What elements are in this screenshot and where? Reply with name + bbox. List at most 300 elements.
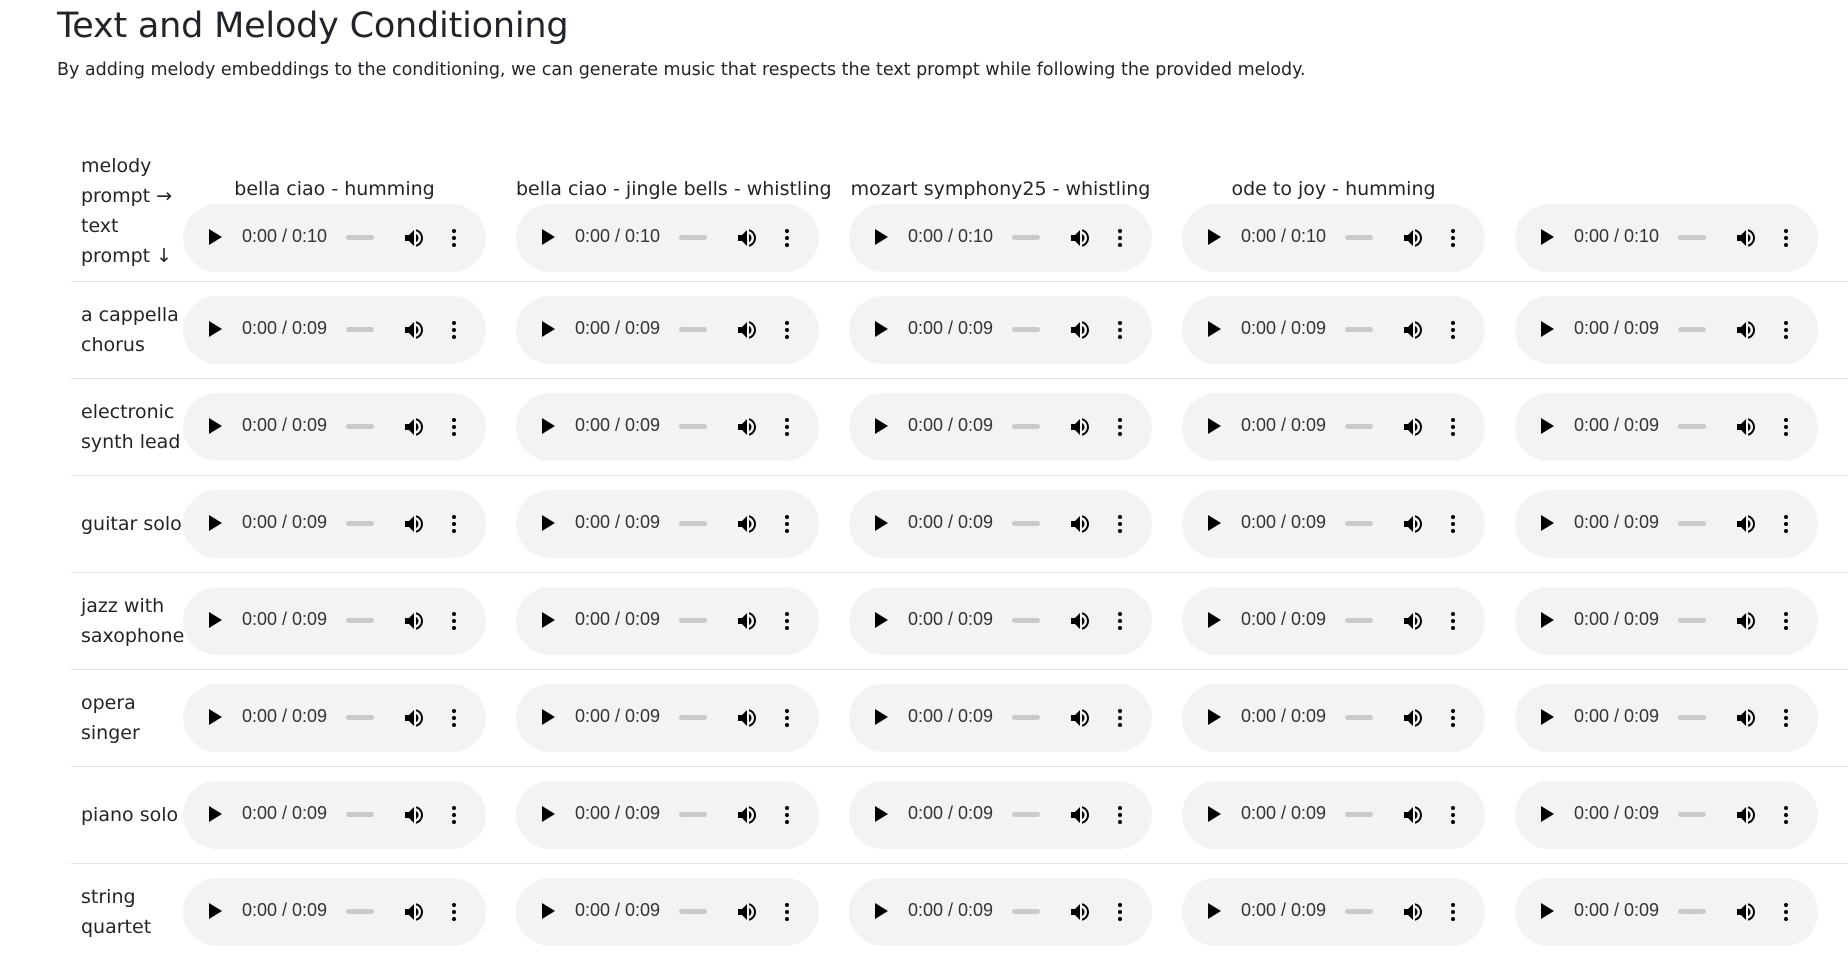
sample-cell xyxy=(183,781,516,849)
volume-icon[interactable] xyxy=(735,609,759,633)
audio-player[interactable] xyxy=(1515,684,1818,752)
audio-player[interactable] xyxy=(516,781,819,849)
sample-cell xyxy=(516,587,849,655)
play-icon[interactable] xyxy=(875,418,888,434)
more-options-icon[interactable] xyxy=(1774,609,1798,633)
text-prompt-label: a cappella chorus xyxy=(71,300,183,360)
sample-cell xyxy=(516,781,849,849)
audio-player[interactable] xyxy=(516,296,819,364)
seek-slider[interactable] xyxy=(1345,812,1373,817)
seek-slider[interactable] xyxy=(1678,812,1706,817)
play-icon[interactable] xyxy=(1208,229,1221,245)
more-options-icon[interactable] xyxy=(1774,512,1798,536)
volume-icon[interactable] xyxy=(735,803,759,827)
sample-cell xyxy=(183,296,516,364)
sample-cell xyxy=(1182,393,1515,461)
sample-cell xyxy=(516,393,849,461)
volume-icon[interactable] xyxy=(1734,900,1758,924)
volume-icon[interactable] xyxy=(1401,803,1425,827)
more-options-icon[interactable] xyxy=(1108,803,1132,827)
seek-slider[interactable] xyxy=(1012,521,1040,526)
play-icon[interactable] xyxy=(209,612,222,628)
audio-time: 0:00 / 0:09 xyxy=(242,512,327,533)
melody-column-header xyxy=(1182,150,1515,272)
sample-cell xyxy=(1515,587,1848,655)
volume-icon[interactable] xyxy=(1401,900,1425,924)
play-icon[interactable] xyxy=(542,515,555,531)
audio-time: 0:00 / 0:09 xyxy=(1574,415,1659,436)
more-options-icon[interactable] xyxy=(1774,226,1798,250)
play-icon[interactable] xyxy=(209,321,222,337)
more-options-icon[interactable] xyxy=(1774,318,1798,342)
audio-player[interactable] xyxy=(1182,490,1485,558)
sample-cell xyxy=(849,781,1182,849)
play-icon[interactable] xyxy=(875,709,888,725)
seek-slider[interactable] xyxy=(1345,618,1373,623)
volume-icon[interactable] xyxy=(1068,706,1092,730)
sample-cell xyxy=(1515,490,1848,558)
audio-time: 0:00 / 0:09 xyxy=(575,415,660,436)
table-row xyxy=(71,379,1848,476)
play-icon[interactable] xyxy=(209,418,222,434)
volume-icon[interactable] xyxy=(1401,226,1425,250)
seek-slider[interactable] xyxy=(1678,235,1706,240)
audio-player[interactable] xyxy=(183,684,486,752)
seek-slider[interactable] xyxy=(679,235,707,240)
samples-table xyxy=(71,140,1848,960)
table-row xyxy=(71,573,1848,670)
audio-player[interactable] xyxy=(1182,296,1485,364)
seek-slider[interactable] xyxy=(1012,909,1040,914)
audio-time: 0:00 / 0:09 xyxy=(908,415,993,436)
more-options-icon[interactable] xyxy=(442,226,466,250)
audio-time: 0:00 / 0:09 xyxy=(1574,900,1659,921)
play-icon[interactable] xyxy=(209,709,222,725)
page-title: Text and Melody Conditioning xyxy=(57,6,568,46)
seek-slider[interactable] xyxy=(346,812,374,817)
sample-cell xyxy=(516,878,849,946)
audio-time: 0:00 / 0:09 xyxy=(1241,803,1326,824)
seek-slider[interactable] xyxy=(679,618,707,623)
sample-cell xyxy=(1182,684,1515,752)
table-row xyxy=(71,476,1848,573)
audio-time: 0:00 / 0:09 xyxy=(1241,900,1326,921)
audio-time: 0:00 / 0:09 xyxy=(575,900,660,921)
volume-icon[interactable] xyxy=(1734,318,1758,342)
more-options-icon[interactable] xyxy=(442,706,466,730)
melody-name: ode to joy - humming xyxy=(1182,178,1485,200)
volume-icon[interactable] xyxy=(1068,415,1092,439)
more-options-icon[interactable] xyxy=(1108,318,1132,342)
volume-icon[interactable] xyxy=(1401,609,1425,633)
sample-cell xyxy=(1182,587,1515,655)
volume-icon[interactable] xyxy=(1734,706,1758,730)
volume-icon[interactable] xyxy=(402,512,426,536)
audio-time: 0:00 / 0:09 xyxy=(908,900,993,921)
text-prompt-label: electronic synth lead xyxy=(71,397,183,457)
play-icon[interactable] xyxy=(1541,229,1554,245)
audio-player[interactable] xyxy=(516,393,819,461)
audio-time: 0:00 / 0:09 xyxy=(242,415,327,436)
volume-icon[interactable] xyxy=(1734,226,1758,250)
seek-slider[interactable] xyxy=(679,909,707,914)
audio-player[interactable] xyxy=(849,204,1152,272)
play-icon[interactable] xyxy=(1541,806,1554,822)
audio-time: 0:00 / 0:09 xyxy=(242,318,327,339)
play-icon[interactable] xyxy=(875,321,888,337)
section-description: By adding melody embeddings to the conditioning, we can generate music that respects the text prompt while following the provided melody. xyxy=(57,60,1306,80)
volume-icon[interactable] xyxy=(1401,318,1425,342)
more-options-icon[interactable] xyxy=(1108,512,1132,536)
audio-player[interactable] xyxy=(183,878,486,946)
more-options-icon[interactable] xyxy=(775,318,799,342)
play-icon[interactable] xyxy=(1208,515,1221,531)
audio-player[interactable] xyxy=(849,684,1152,752)
audio-time: 0:00 / 0:09 xyxy=(908,318,993,339)
audio-player[interactable] xyxy=(849,490,1152,558)
audio-time: 0:00 / 0:09 xyxy=(1574,706,1659,727)
table-row xyxy=(71,864,1848,960)
volume-icon[interactable] xyxy=(1401,415,1425,439)
more-options-icon[interactable] xyxy=(775,706,799,730)
play-icon[interactable] xyxy=(875,612,888,628)
volume-icon[interactable] xyxy=(1734,512,1758,536)
audio-player[interactable] xyxy=(1515,204,1818,272)
audio-time: 0:00 / 0:09 xyxy=(908,803,993,824)
audio-time: 0:00 / 0:09 xyxy=(908,706,993,727)
volume-icon[interactable] xyxy=(1068,318,1092,342)
play-icon[interactable] xyxy=(1541,321,1554,337)
sample-cell xyxy=(1182,878,1515,946)
audio-player[interactable] xyxy=(183,393,486,461)
sample-cell xyxy=(1182,781,1515,849)
play-icon[interactable] xyxy=(542,612,555,628)
play-icon[interactable] xyxy=(1208,612,1221,628)
seek-slider[interactable] xyxy=(1012,424,1040,429)
audio-player[interactable] xyxy=(1182,684,1485,752)
more-options-icon[interactable] xyxy=(1441,900,1465,924)
melody-column-header xyxy=(1515,150,1848,272)
sample-cell xyxy=(1515,781,1848,849)
volume-icon[interactable] xyxy=(735,415,759,439)
more-options-icon[interactable] xyxy=(442,415,466,439)
volume-icon[interactable] xyxy=(1734,803,1758,827)
text-prompt-label: piano solo xyxy=(71,800,183,830)
play-icon[interactable] xyxy=(542,709,555,725)
sample-cell xyxy=(1515,684,1848,752)
audio-player[interactable] xyxy=(1515,393,1818,461)
seek-slider[interactable] xyxy=(346,715,374,720)
play-icon[interactable] xyxy=(875,903,888,919)
seek-slider[interactable] xyxy=(1345,327,1373,332)
seek-slider[interactable] xyxy=(1012,812,1040,817)
seek-slider[interactable] xyxy=(679,715,707,720)
corner-label: melody prompt → text prompt ↓ xyxy=(71,151,183,271)
more-options-icon[interactable] xyxy=(775,415,799,439)
sample-cell xyxy=(1515,296,1848,364)
play-icon[interactable] xyxy=(209,903,222,919)
audio-time: 0:00 / 0:09 xyxy=(1574,512,1659,533)
play-icon[interactable] xyxy=(542,229,555,245)
audio-player[interactable] xyxy=(183,781,486,849)
seek-slider[interactable] xyxy=(1012,235,1040,240)
play-icon[interactable] xyxy=(1541,709,1554,725)
table-row xyxy=(71,670,1848,767)
seek-slider[interactable] xyxy=(679,424,707,429)
seek-slider[interactable] xyxy=(1012,715,1040,720)
seek-slider[interactable] xyxy=(1678,521,1706,526)
sample-cell xyxy=(1182,296,1515,364)
audio-time: 0:00 / 0:09 xyxy=(575,803,660,824)
audio-player[interactable] xyxy=(1182,587,1485,655)
volume-icon[interactable] xyxy=(402,226,426,250)
samples-table-container[interactable] xyxy=(71,140,1584,940)
audio-player[interactable] xyxy=(516,684,819,752)
audio-player[interactable] xyxy=(516,204,819,272)
more-options-icon[interactable] xyxy=(1441,803,1465,827)
text-prompt-label: jazz with saxophone xyxy=(71,591,183,651)
audio-time: 0:00 / 0:09 xyxy=(908,512,993,533)
more-options-icon[interactable] xyxy=(1441,226,1465,250)
sample-cell xyxy=(849,490,1182,558)
more-options-icon[interactable] xyxy=(1441,415,1465,439)
volume-icon[interactable] xyxy=(402,706,426,730)
seek-slider[interactable] xyxy=(1678,715,1706,720)
more-options-icon[interactable] xyxy=(1774,706,1798,730)
more-options-icon[interactable] xyxy=(1108,900,1132,924)
volume-icon[interactable] xyxy=(1734,609,1758,633)
seek-slider[interactable] xyxy=(1012,327,1040,332)
sample-cell xyxy=(183,587,516,655)
audio-player[interactable] xyxy=(1515,878,1818,946)
seek-slider[interactable] xyxy=(1678,618,1706,623)
audio-player[interactable] xyxy=(183,490,486,558)
audio-time: 0:00 / 0:09 xyxy=(1574,609,1659,630)
volume-icon[interactable] xyxy=(735,900,759,924)
more-options-icon[interactable] xyxy=(1441,512,1465,536)
seek-slider[interactable] xyxy=(1345,521,1373,526)
audio-player[interactable] xyxy=(183,587,486,655)
volume-icon[interactable] xyxy=(402,900,426,924)
seek-slider[interactable] xyxy=(1012,618,1040,623)
sample-cell xyxy=(183,393,516,461)
audio-time: 0:00 / 0:09 xyxy=(908,609,993,630)
audio-player[interactable] xyxy=(516,878,819,946)
table-row xyxy=(71,767,1848,864)
sample-cell xyxy=(1515,878,1848,946)
sample-cell xyxy=(849,684,1182,752)
volume-icon[interactable] xyxy=(735,318,759,342)
play-icon[interactable] xyxy=(1541,418,1554,434)
sample-cell xyxy=(516,490,849,558)
audio-time: 0:00 / 0:09 xyxy=(242,706,327,727)
more-options-icon[interactable] xyxy=(1774,900,1798,924)
audio-player[interactable] xyxy=(516,587,819,655)
play-icon[interactable] xyxy=(875,806,888,822)
sample-cell xyxy=(1182,490,1515,558)
more-options-icon[interactable] xyxy=(1774,415,1798,439)
seek-slider[interactable] xyxy=(1678,909,1706,914)
seek-slider[interactable] xyxy=(346,618,374,623)
play-icon[interactable] xyxy=(542,806,555,822)
audio-player[interactable] xyxy=(849,781,1152,849)
volume-icon[interactable] xyxy=(1068,900,1092,924)
seek-slider[interactable] xyxy=(679,521,707,526)
seek-slider[interactable] xyxy=(346,424,374,429)
play-icon[interactable] xyxy=(1208,321,1221,337)
volume-icon[interactable] xyxy=(1068,512,1092,536)
play-icon[interactable] xyxy=(542,903,555,919)
volume-icon[interactable] xyxy=(1401,706,1425,730)
header-row xyxy=(71,140,1848,282)
play-icon[interactable] xyxy=(542,321,555,337)
more-options-icon[interactable] xyxy=(442,803,466,827)
seek-slider[interactable] xyxy=(1345,424,1373,429)
audio-time: 0:00 / 0:09 xyxy=(242,900,327,921)
text-prompt-label: string quartet xyxy=(71,882,183,942)
sample-cell xyxy=(183,490,516,558)
audio-player[interactable] xyxy=(849,393,1152,461)
audio-time: 0:00 / 0:09 xyxy=(575,609,660,630)
play-icon[interactable] xyxy=(1541,612,1554,628)
more-options-icon[interactable] xyxy=(1108,609,1132,633)
play-icon[interactable] xyxy=(1208,709,1221,725)
seek-slider[interactable] xyxy=(1345,715,1373,720)
play-icon[interactable] xyxy=(209,515,222,531)
melody-name xyxy=(1515,178,1818,200)
audio-player[interactable] xyxy=(849,587,1152,655)
audio-player[interactable] xyxy=(1182,204,1485,272)
melody-column-header xyxy=(183,150,516,272)
sample-cell xyxy=(1515,393,1848,461)
volume-icon[interactable] xyxy=(402,415,426,439)
more-options-icon[interactable] xyxy=(442,512,466,536)
volume-icon[interactable] xyxy=(402,609,426,633)
play-icon[interactable] xyxy=(1208,806,1221,822)
more-options-icon[interactable] xyxy=(1108,706,1132,730)
audio-player[interactable] xyxy=(516,490,819,558)
seek-slider[interactable] xyxy=(1345,235,1373,240)
audio-player[interactable] xyxy=(1182,878,1485,946)
more-options-icon[interactable] xyxy=(1108,226,1132,250)
seek-slider[interactable] xyxy=(346,909,374,914)
audio-time: 0:00 / 0:09 xyxy=(1241,609,1326,630)
more-options-icon[interactable] xyxy=(442,318,466,342)
audio-time: 0:00 / 0:10 xyxy=(908,226,993,247)
melody-column-header xyxy=(849,150,1182,272)
volume-icon[interactable] xyxy=(1401,512,1425,536)
audio-time: 0:00 / 0:09 xyxy=(575,706,660,727)
more-options-icon[interactable] xyxy=(1774,803,1798,827)
play-icon[interactable] xyxy=(1208,418,1221,434)
seek-slider[interactable] xyxy=(1678,424,1706,429)
volume-icon[interactable] xyxy=(1068,609,1092,633)
more-options-icon[interactable] xyxy=(775,512,799,536)
audio-time: 0:00 / 0:09 xyxy=(575,318,660,339)
volume-icon[interactable] xyxy=(735,226,759,250)
sample-cell xyxy=(516,684,849,752)
more-options-icon[interactable] xyxy=(1441,318,1465,342)
audio-time: 0:00 / 0:09 xyxy=(1241,318,1326,339)
more-options-icon[interactable] xyxy=(442,609,466,633)
audio-player[interactable] xyxy=(1182,781,1485,849)
melody-name: bella ciao - humming xyxy=(183,178,486,200)
audio-player[interactable] xyxy=(849,296,1152,364)
seek-slider[interactable] xyxy=(679,327,707,332)
audio-player[interactable] xyxy=(183,204,486,272)
play-icon[interactable] xyxy=(209,806,222,822)
volume-icon[interactable] xyxy=(1734,415,1758,439)
more-options-icon[interactable] xyxy=(775,226,799,250)
audio-time: 0:00 / 0:10 xyxy=(1241,226,1326,247)
audio-player[interactable] xyxy=(1182,393,1485,461)
audio-time: 0:00 / 0:09 xyxy=(1241,415,1326,436)
more-options-icon[interactable] xyxy=(1441,609,1465,633)
audio-time: 0:00 / 0:09 xyxy=(1241,706,1326,727)
audio-time: 0:00 / 0:10 xyxy=(575,226,660,247)
melody-column-header xyxy=(516,150,849,272)
seek-slider[interactable] xyxy=(346,521,374,526)
audio-player[interactable] xyxy=(1515,587,1818,655)
audio-player[interactable] xyxy=(183,296,486,364)
play-icon[interactable] xyxy=(542,418,555,434)
audio-time: 0:00 / 0:09 xyxy=(242,609,327,630)
seek-slider[interactable] xyxy=(1678,327,1706,332)
melody-name: bella ciao - jingle bells - whistling xyxy=(516,178,819,200)
play-icon[interactable] xyxy=(875,229,888,245)
volume-icon[interactable] xyxy=(1068,803,1092,827)
audio-player[interactable] xyxy=(1515,781,1818,849)
seek-slider[interactable] xyxy=(346,235,374,240)
sample-cell xyxy=(183,684,516,752)
more-options-icon[interactable] xyxy=(775,609,799,633)
audio-time: 0:00 / 0:09 xyxy=(1574,318,1659,339)
sample-cell xyxy=(849,878,1182,946)
seek-slider[interactable] xyxy=(1345,909,1373,914)
more-options-icon[interactable] xyxy=(1441,706,1465,730)
sample-cell xyxy=(849,587,1182,655)
play-icon[interactable] xyxy=(209,229,222,245)
seek-slider[interactable] xyxy=(679,812,707,817)
audio-player[interactable] xyxy=(1515,296,1818,364)
melody-name: mozart symphony25 - whistling xyxy=(849,178,1152,200)
more-options-icon[interactable] xyxy=(775,900,799,924)
more-options-icon[interactable] xyxy=(775,803,799,827)
play-icon[interactable] xyxy=(1208,903,1221,919)
play-icon[interactable] xyxy=(875,515,888,531)
play-icon[interactable] xyxy=(1541,903,1554,919)
audio-time: 0:00 / 0:09 xyxy=(575,512,660,533)
audio-time: 0:00 / 0:09 xyxy=(1241,512,1326,533)
sample-cell xyxy=(516,296,849,364)
sample-cell xyxy=(849,393,1182,461)
seek-slider[interactable] xyxy=(346,327,374,332)
volume-icon[interactable] xyxy=(735,706,759,730)
play-icon[interactable] xyxy=(1541,515,1554,531)
audio-time: 0:00 / 0:09 xyxy=(1574,803,1659,824)
more-options-icon[interactable] xyxy=(442,900,466,924)
audio-player[interactable] xyxy=(849,878,1152,946)
audio-player[interactable] xyxy=(1515,490,1818,558)
audio-time: 0:00 / 0:09 xyxy=(242,803,327,824)
volume-icon[interactable] xyxy=(402,318,426,342)
volume-icon[interactable] xyxy=(402,803,426,827)
sample-cell xyxy=(183,878,516,946)
more-options-icon[interactable] xyxy=(1108,415,1132,439)
volume-icon[interactable] xyxy=(735,512,759,536)
volume-icon[interactable] xyxy=(1068,226,1092,250)
table-row xyxy=(71,282,1848,379)
